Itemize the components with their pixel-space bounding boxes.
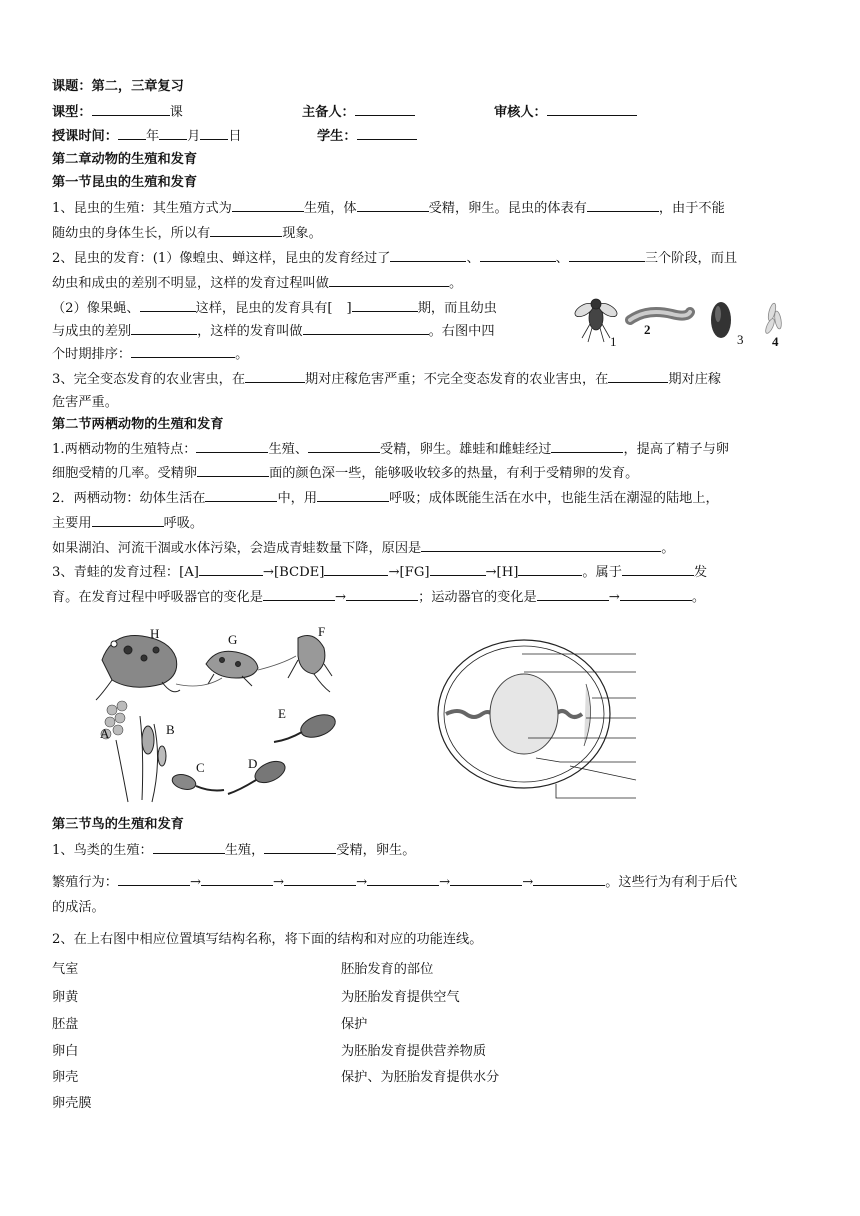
structure-item: 卵白 xyxy=(52,1044,79,1059)
q1-line2: 随幼虫的身体生长，所以有 现象。 xyxy=(52,226,322,241)
chalaza-left xyxy=(446,711,492,717)
structure-item: 胚盘 xyxy=(52,1017,79,1032)
frog-stage-label: G xyxy=(228,632,238,647)
a2-line1: 2．两栖动物：幼体生活在 中，用 呼吸；成体既能生活在水中，也能生活在潮湿的陆地上， xyxy=(52,491,719,506)
insect-label: 1 xyxy=(610,334,617,349)
a3-line1: 3、青蛙的发育过程：[A] →[BCDE] →[FG] →[H] 。属于 发 xyxy=(52,565,708,580)
egg-icon xyxy=(764,303,783,335)
lesson-time-row: 授课时间： 年 月 日 xyxy=(52,129,242,144)
yolk xyxy=(490,674,558,754)
function-item: 保护 xyxy=(341,1017,368,1032)
b2-instruction: 2、在上右图中相应位置填写结构名称，将下面的结构和对应的功能连线。 xyxy=(52,932,483,947)
frog-stage-label: D xyxy=(248,756,258,771)
froglet-icon xyxy=(288,636,332,692)
bird-egg-diagram xyxy=(436,628,642,802)
section3-title: 第三节鸟的生殖和发育 xyxy=(52,817,184,832)
function-item: 胚胎发育的部位 xyxy=(341,962,434,977)
frog-stage-label: H xyxy=(150,626,160,641)
hatchling-icon xyxy=(116,716,166,802)
chapter2-title: 第二章动物的生殖和发育 xyxy=(52,152,198,167)
young-frog-icon xyxy=(206,651,258,686)
reviewer-field: 审核人： xyxy=(494,103,637,122)
structure-item: 气室 xyxy=(52,962,79,977)
a1-line1: 1.两栖动物的生殖特点： 生殖、 受精，卵生。雄蛙和雌蛙经过 ，提高了精子与卵 xyxy=(52,442,729,457)
insect-label: 2 xyxy=(644,322,651,337)
a2-line2: 主要用 呼吸。 xyxy=(52,516,204,531)
b1-line3: 的成活。 xyxy=(52,900,105,915)
section1-title: 第一节昆虫的生殖和发育 xyxy=(52,175,198,190)
section2-title: 第二节两栖动物的生殖和发育 xyxy=(52,417,224,432)
insect-label: 3 xyxy=(737,332,744,347)
preparer-field: 主备人： xyxy=(302,103,415,122)
frog-stage-label: B xyxy=(166,722,175,737)
function-item: 保护、为胚胎发育提供水分 xyxy=(341,1070,500,1085)
adult-frog-icon xyxy=(96,636,180,701)
function-item: 为胚胎发育提供营养物质 xyxy=(341,1044,487,1059)
a3-line2: 育。在发育过程中呼吸器官的变化是 → ；运动器官的变化是 → 。 xyxy=(52,590,705,605)
b1-line1: 1、鸟类的生殖： 生殖， 受精，卵生。 xyxy=(52,843,416,858)
q2-line5: 个时期排序： 。 xyxy=(52,347,249,362)
q3-line2: 危害严重。 xyxy=(52,395,118,410)
topic-title: 课题：第二，三章复习 xyxy=(52,79,184,94)
structure-item: 卵黄 xyxy=(52,990,79,1005)
b1-line2: 繁殖行为： → → → → → 。这些行为有利于后代 xyxy=(52,875,738,890)
insect-lifecycle-figure xyxy=(572,290,812,352)
structure-item: 卵壳膜 xyxy=(52,1096,92,1111)
frog-stage-label: C xyxy=(196,760,205,775)
tadpole-icon xyxy=(228,757,288,794)
frog-stage-label: E xyxy=(278,706,286,721)
lesson-type-row: 课型： 课 xyxy=(52,105,183,120)
q2-line3: （2）像果蝇、 这样，昆虫的发育具有[ ] 期，而且幼虫 xyxy=(52,301,497,316)
q2-line1: 2、昆虫的发育：(1）像蝗虫、蝉这样，昆虫的发育经过了 、 、 三个阶段，而且 xyxy=(52,251,738,266)
frog-stage-label: F xyxy=(318,624,326,639)
function-item: 为胚胎发育提供空气 xyxy=(341,990,460,1005)
pupa-icon xyxy=(711,302,731,338)
larva-icon xyxy=(630,312,690,320)
a2-line3: 如果湖泊、河流干涸或水体污染，会造成青蛙数量下降，原因是 。 xyxy=(52,541,675,556)
q1-line1: 1、昆虫的生殖：其生殖方式为 生殖，体 受精，卵生。昆虫的体表有 ，由于不能 xyxy=(52,201,725,216)
frog-lifecycle-figure xyxy=(92,620,372,810)
chalaza-right xyxy=(556,711,582,717)
frog-stage-label: A xyxy=(100,726,110,741)
q2-line4: 与成虫的差别 ，这样的发育叫做 。右图中四 xyxy=(52,324,495,339)
structure-item: 卵壳 xyxy=(52,1070,79,1085)
student-field: 学生： xyxy=(317,127,417,146)
q2-line2: 幼虫和成虫的差别不明显，这样的发育过程叫做 。 xyxy=(52,276,463,291)
a1-line2: 细胞受精的几率。受精卵 面的颜色深一些，能够吸收较多的热量，有利于受精卵的发育。 xyxy=(52,466,639,481)
early-tadpole-icon xyxy=(171,772,224,792)
insect-label: 4 xyxy=(772,334,779,349)
q3-line1: 3、完全变态发育的农业害虫，在 期对庄稼危害严重；不完全变态发育的农业害虫，在 期对庄稼 xyxy=(52,372,722,387)
air-cell xyxy=(584,684,591,746)
